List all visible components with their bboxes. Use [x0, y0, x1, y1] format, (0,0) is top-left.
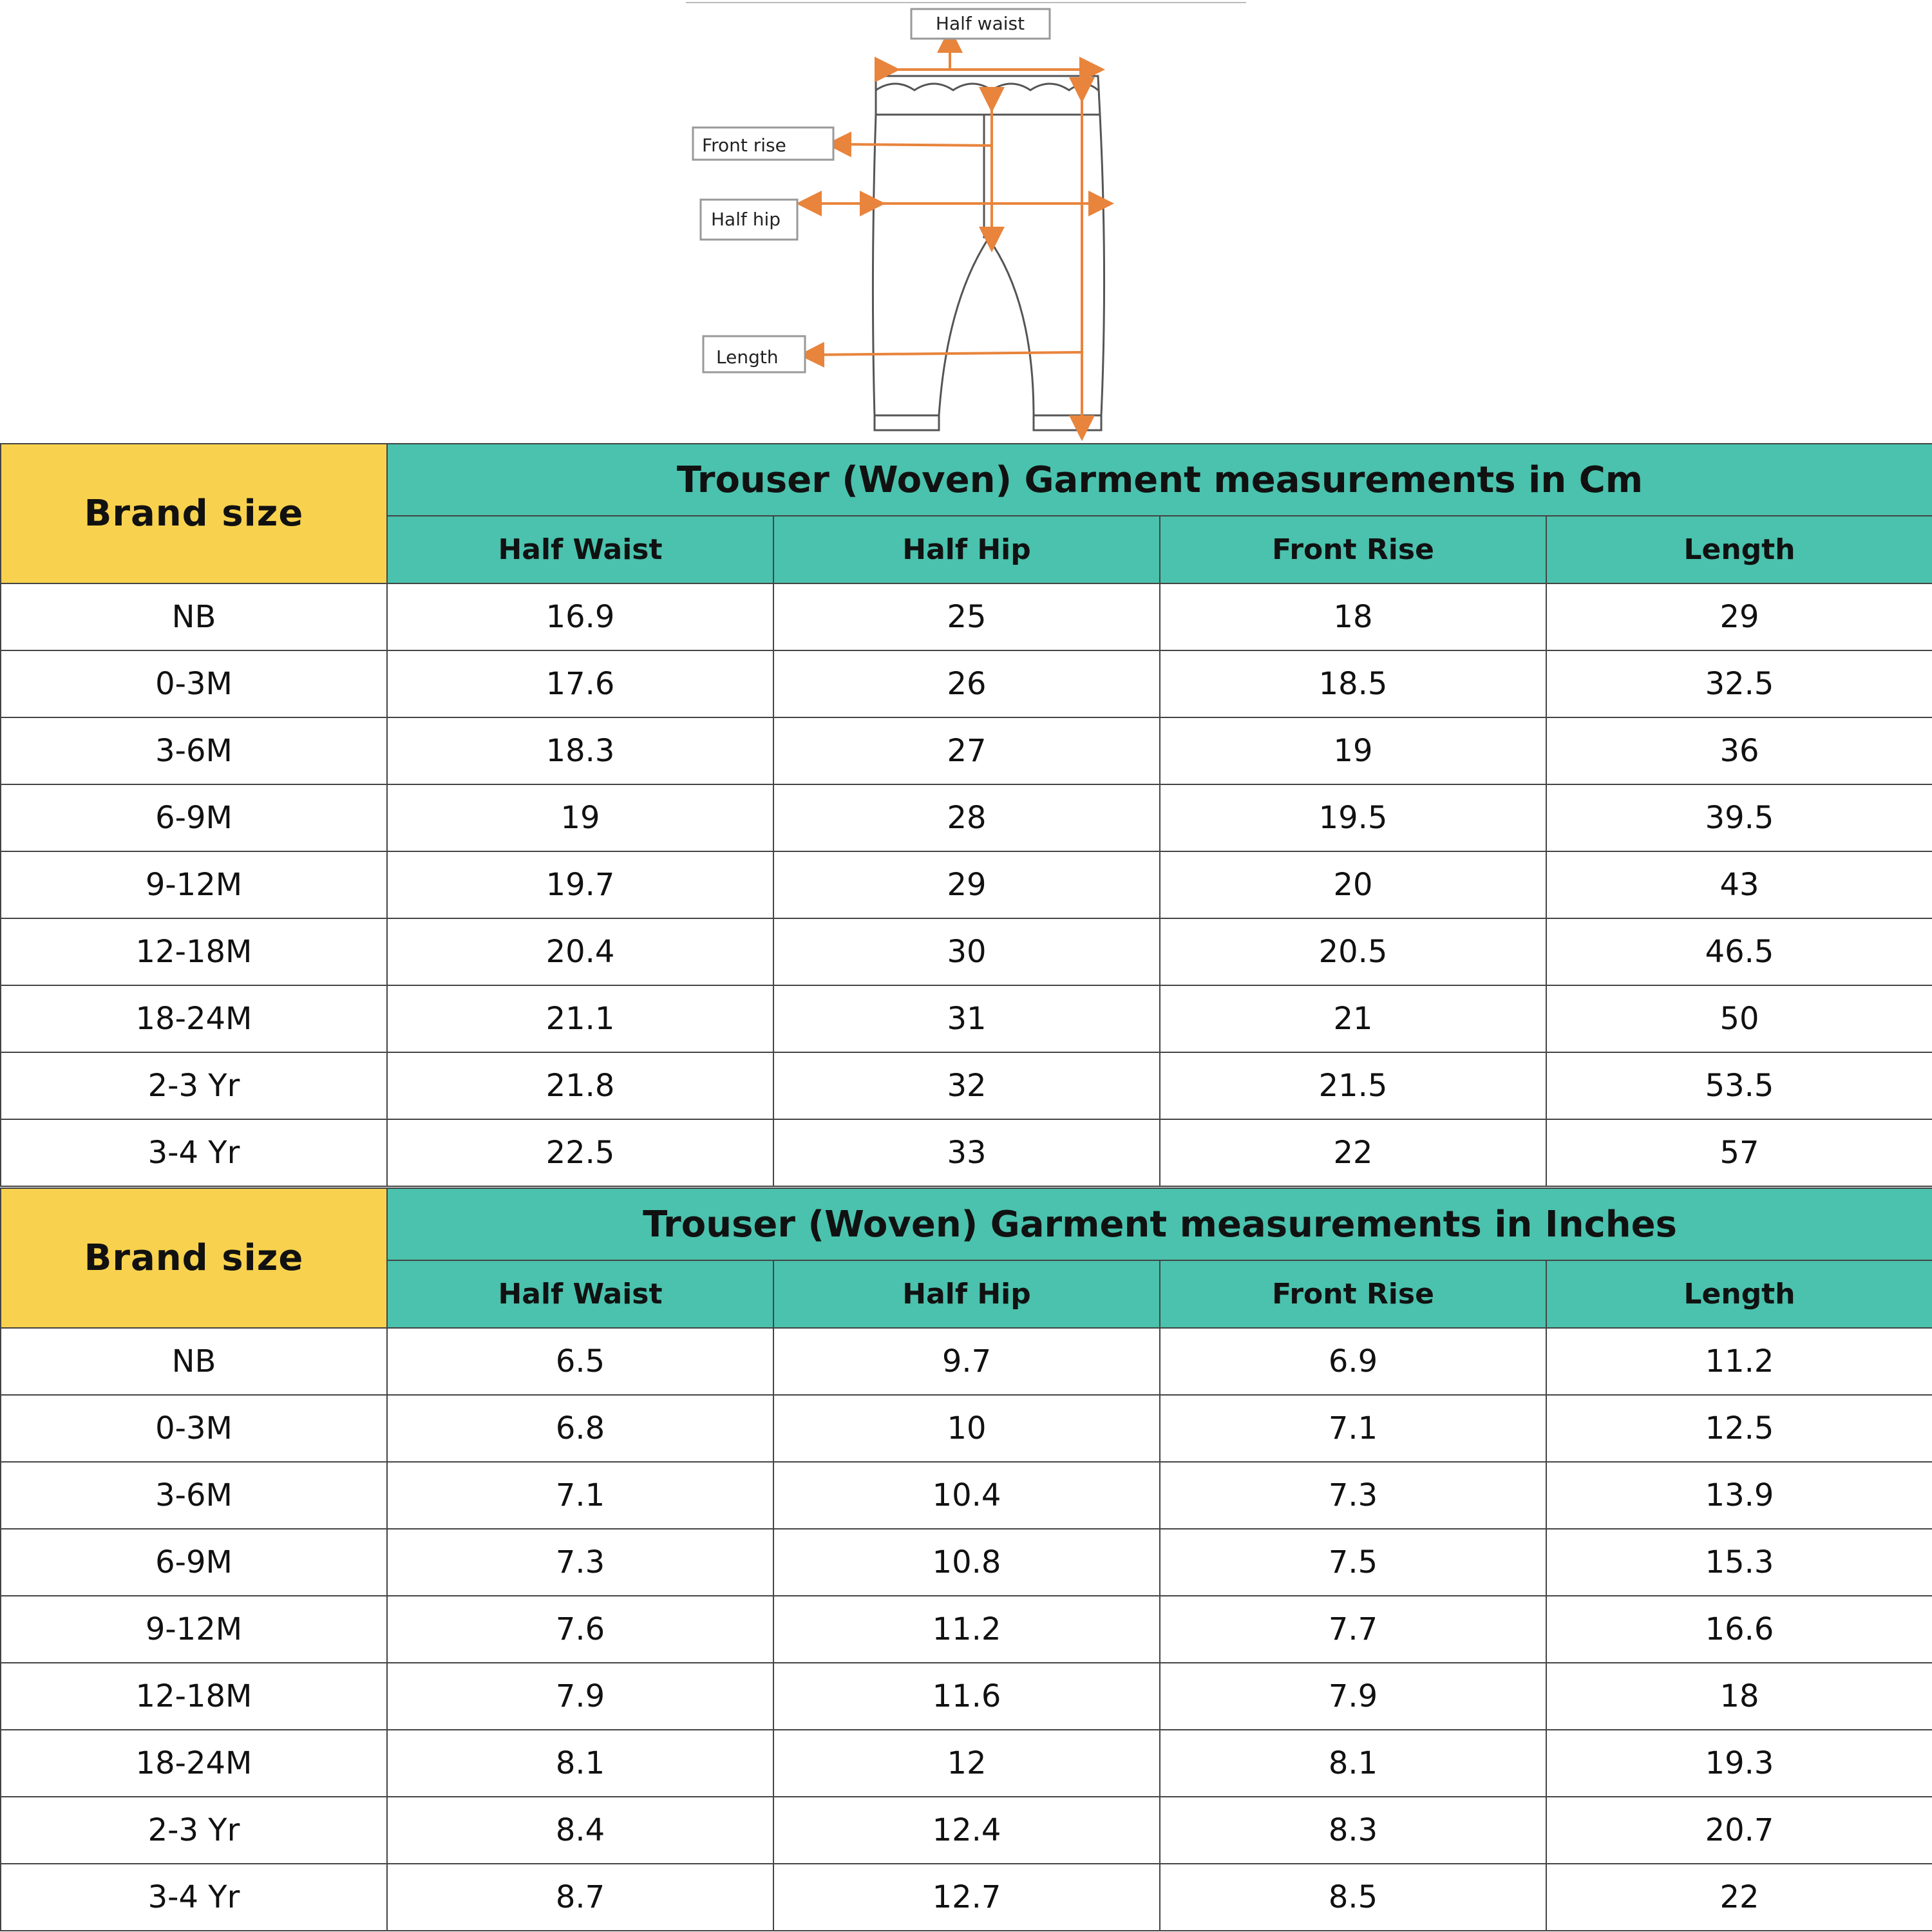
size-cell: 12-18M	[1, 1663, 387, 1730]
size-cell: 9-12M	[1, 1596, 387, 1663]
size-cell: 12-18M	[1, 918, 387, 985]
measurement-cell: 31	[773, 985, 1160, 1052]
measurement-cell: 8.1	[1160, 1730, 1546, 1797]
brand-size-header: Brand size	[1, 444, 387, 583]
measurement-cell: 20	[1160, 851, 1546, 918]
size-cell: 2-3 Yr	[1, 1797, 387, 1864]
measurement-cell: 36	[1546, 717, 1932, 784]
size-cell: 3-4 Yr	[1, 1864, 387, 1931]
measurement-cell: 19.5	[1160, 784, 1546, 851]
measurement-cell: 21.8	[387, 1052, 773, 1119]
measurement-arrows	[809, 40, 1101, 428]
measurement-cell: 22.5	[387, 1119, 773, 1186]
size-cell: 18-24M	[1, 985, 387, 1052]
table-row	[1, 1864, 1932, 1931]
col-length: Length	[1546, 516, 1932, 583]
measurement-cell: 19	[387, 784, 773, 851]
inch-size-table-wrapper	[0, 1188, 1932, 1931]
measurement-cell: 7.1	[1160, 1395, 1546, 1462]
measurement-cell: 12.4	[773, 1797, 1160, 1864]
measurement-cell: 30	[773, 918, 1160, 985]
cm-size-table	[0, 443, 1932, 1187]
measurement-cell: 18	[1160, 583, 1546, 650]
measurement-cell: 17.6	[387, 650, 773, 717]
col-length: Length	[1546, 1260, 1932, 1328]
measurement-cell: 8.1	[387, 1730, 773, 1797]
measurement-cell: 7.1	[387, 1462, 773, 1529]
col-front-rise: Front Rise	[1160, 1260, 1546, 1328]
col-front-rise: Front Rise	[1160, 516, 1546, 583]
measurement-cell: 12.5	[1546, 1395, 1932, 1462]
size-cell: NB	[1, 583, 387, 650]
measurement-cell: 28	[773, 784, 1160, 851]
measurement-cell: 7.5	[1160, 1529, 1546, 1596]
measurement-cell: 29	[773, 851, 1160, 918]
measurement-cell: 32	[773, 1052, 1160, 1119]
size-cell: 9-12M	[1, 851, 387, 918]
measurement-cell: 8.5	[1160, 1864, 1546, 1931]
cm-table-title: Trouser (Woven) Garment measurements in Cm	[387, 444, 1932, 516]
table-row	[1, 851, 1932, 918]
measurement-cell: 15.3	[1546, 1529, 1932, 1596]
table-row	[1, 1529, 1932, 1596]
measurement-cell: 12.7	[773, 1864, 1160, 1931]
table-row	[1, 1119, 1932, 1186]
label-half-waist	[911, 9, 1050, 39]
col-half-waist: Half Waist	[387, 1260, 773, 1328]
measurement-cell: 50	[1546, 985, 1932, 1052]
size-cell: 6-9M	[1, 784, 387, 851]
table-row	[1, 985, 1932, 1052]
size-cell: 0-3M	[1, 650, 387, 717]
cm-size-table-wrapper	[0, 443, 1932, 1187]
label-half-hip-text: Half hip	[711, 209, 781, 230]
measurement-cell: 43	[1546, 851, 1932, 918]
measurement-cell: 8.4	[387, 1797, 773, 1864]
measurement-cell: 16.6	[1546, 1596, 1932, 1663]
trouser-diagram	[683, 0, 1249, 443]
measurement-cell: 6.8	[387, 1395, 773, 1462]
measurement-cell: 32.5	[1546, 650, 1932, 717]
measurement-cell: 7.9	[1160, 1663, 1546, 1730]
measurement-cell: 26	[773, 650, 1160, 717]
brand-size-header: Brand size	[1, 1188, 387, 1328]
table-row	[1, 1462, 1932, 1529]
measurement-cell: 20.7	[1546, 1797, 1932, 1864]
measurement-cell: 20.5	[1160, 918, 1546, 985]
inch-size-table	[0, 1188, 1932, 1931]
measurement-cell: 21.5	[1160, 1052, 1546, 1119]
trouser-outline	[873, 76, 1104, 430]
table-row	[1, 784, 1932, 851]
measurement-cell: 18	[1546, 1663, 1932, 1730]
table-row	[1, 1328, 1932, 1395]
table-row	[1, 1052, 1932, 1119]
measurement-cell: 53.5	[1546, 1052, 1932, 1119]
size-cell: 18-24M	[1, 1730, 387, 1797]
table-row	[1, 1797, 1932, 1864]
measurement-cell: 11.6	[773, 1663, 1160, 1730]
measurement-cell: 7.6	[387, 1596, 773, 1663]
measurement-cell: 9.7	[773, 1328, 1160, 1395]
size-cell: 3-4 Yr	[1, 1119, 387, 1186]
measurement-cell: 6.5	[387, 1328, 773, 1395]
measurement-cell: 7.3	[1160, 1462, 1546, 1529]
table-row	[1, 583, 1932, 650]
measurement-cell: 10.4	[773, 1462, 1160, 1529]
label-half-hip	[701, 200, 797, 240]
measurement-cell: 6.9	[1160, 1328, 1546, 1395]
table-row	[1, 717, 1932, 784]
table-row	[1, 1395, 1932, 1462]
col-half-hip: Half Hip	[773, 516, 1160, 583]
inch-table-body	[1, 1328, 1932, 1931]
col-half-waist: Half Waist	[387, 516, 773, 583]
table-row	[1, 650, 1932, 717]
inch-table-title: Trouser (Woven) Garment measurements in Inches	[387, 1188, 1932, 1260]
measurement-cell: 11.2	[773, 1596, 1160, 1663]
size-cell: 3-6M	[1, 717, 387, 784]
measurement-cell: 16.9	[387, 583, 773, 650]
measurement-cell: 46.5	[1546, 918, 1932, 985]
label-half-waist-text: Half waist	[935, 13, 1025, 34]
measurement-cell: 39.5	[1546, 784, 1932, 851]
measurement-cell: 29	[1546, 583, 1932, 650]
measurement-cell: 20.4	[387, 918, 773, 985]
measurement-cell: 7.9	[387, 1663, 773, 1730]
size-cell: 0-3M	[1, 1395, 387, 1462]
table-row	[1, 1596, 1932, 1663]
col-half-hip: Half Hip	[773, 1260, 1160, 1328]
measurement-cell: 7.3	[387, 1529, 773, 1596]
table-row	[1, 1730, 1932, 1797]
measurement-cell: 10	[773, 1395, 1160, 1462]
size-cell: 6-9M	[1, 1529, 387, 1596]
label-front-rise-text: Front rise	[702, 135, 786, 156]
label-length-text: Length	[716, 346, 779, 368]
measurement-cell: 22	[1160, 1119, 1546, 1186]
measurement-cell: 57	[1546, 1119, 1932, 1186]
label-front-rise	[693, 128, 833, 160]
measurement-cell: 8.3	[1160, 1797, 1546, 1864]
measurement-cell: 13.9	[1546, 1462, 1932, 1529]
measurement-cell: 18.5	[1160, 650, 1546, 717]
measurement-cell: 12	[773, 1730, 1160, 1797]
measurement-cell: 19.7	[387, 851, 773, 918]
table-row	[1, 918, 1932, 985]
measurement-cell: 21.1	[387, 985, 773, 1052]
table-row	[1, 1663, 1932, 1730]
measurement-cell: 25	[773, 583, 1160, 650]
measurement-cell: 18.3	[387, 717, 773, 784]
size-cell: 2-3 Yr	[1, 1052, 387, 1119]
measurement-cell: 10.8	[773, 1529, 1160, 1596]
measurement-cell: 33	[773, 1119, 1160, 1186]
measurement-cell: 21	[1160, 985, 1546, 1052]
measurement-cell: 22	[1546, 1864, 1932, 1931]
cm-table-body	[1, 583, 1932, 1186]
label-length	[703, 336, 805, 372]
measurement-cell: 19.3	[1546, 1730, 1932, 1797]
size-cell: 3-6M	[1, 1462, 387, 1529]
size-cell: NB	[1, 1328, 387, 1395]
measurement-cell: 8.7	[387, 1864, 773, 1931]
measurement-cell: 7.7	[1160, 1596, 1546, 1663]
measurement-cell: 27	[773, 717, 1160, 784]
measurement-cell: 11.2	[1546, 1328, 1932, 1395]
measurement-cell: 19	[1160, 717, 1546, 784]
